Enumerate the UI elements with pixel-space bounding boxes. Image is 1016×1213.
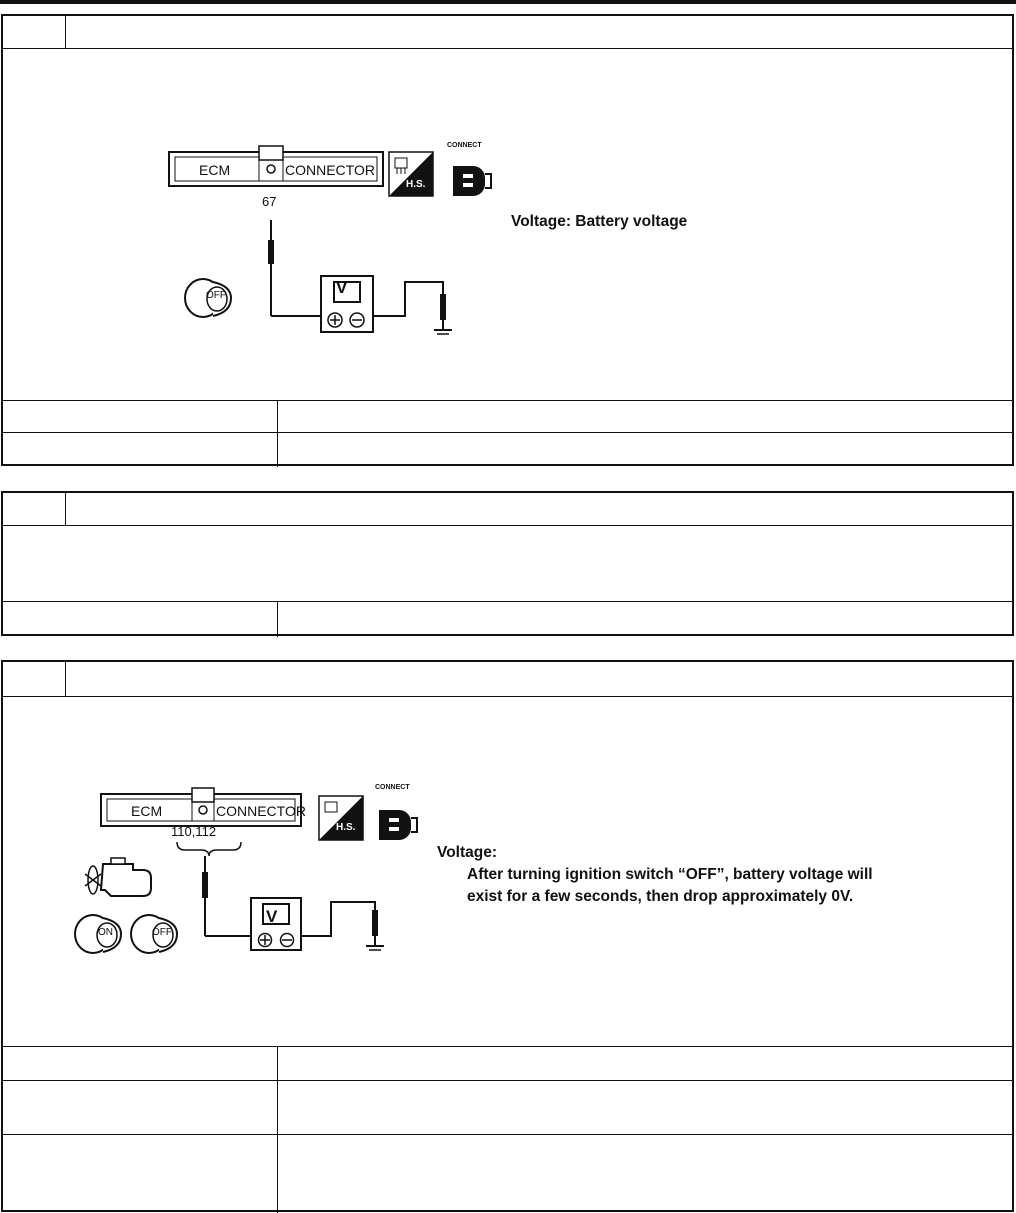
spec-title: Voltage: bbox=[437, 844, 497, 861]
terminal-number: 110,112 bbox=[171, 824, 217, 839]
result-cell bbox=[3, 602, 278, 637]
engine-icon bbox=[81, 854, 159, 900]
ground-icon bbox=[434, 322, 452, 334]
key-off-label: OFF bbox=[152, 927, 172, 938]
key-on-label: ON bbox=[98, 927, 113, 938]
step-number-cell bbox=[3, 493, 66, 525]
step-number-cell bbox=[3, 16, 66, 48]
step-header bbox=[3, 16, 1012, 49]
result-row bbox=[3, 601, 1012, 637]
result-row bbox=[3, 432, 1012, 467]
result-cell bbox=[3, 1135, 278, 1213]
result-cell bbox=[3, 401, 278, 433]
key-off-label: OFF bbox=[206, 290, 226, 301]
terminal-number: 67 bbox=[262, 194, 277, 209]
result-row bbox=[3, 400, 1012, 433]
connect-label: CONNECT bbox=[447, 142, 482, 149]
connector-label: ECM bbox=[199, 162, 231, 178]
connect-label: CONNECT bbox=[375, 784, 410, 791]
meter-label: V bbox=[266, 907, 278, 926]
step-header bbox=[3, 493, 1012, 526]
result-row bbox=[3, 1046, 1012, 1081]
result-row bbox=[3, 1134, 1012, 1213]
step-number-cell bbox=[3, 662, 66, 696]
result-row bbox=[3, 1080, 1012, 1135]
spec-line-1: After turning ignition switch “OFF”, battery voltage will bbox=[467, 866, 873, 883]
step-header bbox=[3, 662, 1012, 697]
step-block-2 bbox=[1, 491, 1014, 636]
step-block-1 bbox=[1, 14, 1014, 466]
connector-plug-icon bbox=[453, 166, 491, 196]
hs-label: H.S. bbox=[406, 179, 426, 190]
result-cell bbox=[3, 1081, 278, 1135]
connector-suffix: CONNECTOR bbox=[216, 803, 306, 819]
spec-line-2: exist for a few seconds, then drop approximately 0V. bbox=[467, 888, 854, 905]
voltage-spec bbox=[437, 842, 873, 908]
connector-plug-icon bbox=[379, 810, 417, 840]
top-rule bbox=[0, 0, 1016, 4]
hs-label: H.S. bbox=[336, 822, 356, 833]
harness-side-icon bbox=[319, 796, 363, 840]
result-cell bbox=[3, 1047, 278, 1081]
ground-icon bbox=[366, 938, 384, 950]
connector-label: ECM bbox=[131, 803, 163, 819]
meter-label: V bbox=[336, 278, 348, 297]
result-cell bbox=[3, 433, 278, 467]
voltage-spec: Voltage: Battery voltage bbox=[511, 213, 688, 230]
connector-suffix: CONNECTOR bbox=[285, 162, 375, 178]
step-block-3 bbox=[1, 660, 1014, 1212]
